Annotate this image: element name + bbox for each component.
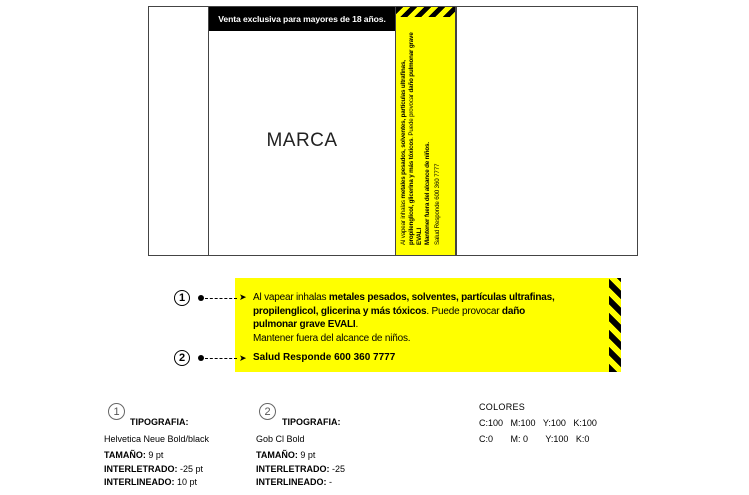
spec1-leading: INTERLINEADO: 10 pt [104, 477, 198, 487]
age-notice-bar [209, 7, 395, 31]
spec1-font: Helvetica Neue Bold/black [104, 434, 210, 444]
callout-circle-1: 1 [174, 290, 190, 306]
side-warning-text: Al vapear inhalas metales pesados, solventes, partículas ultrafinas, propilenglicol, glicerina y más tóxicos. Puede provocar daño pulmonar grave EVALI Mantener fuera del alcance de niños. Salud Responde 600 360 7777 [400, 25, 442, 245]
arrow-icon: ➤ [239, 353, 247, 363]
salud-responde-line: Salud Responde 600 360 7777 [253, 352, 396, 363]
brand-placeholder: MARCA [266, 130, 338, 151]
callout-circle-2: 2 [174, 350, 190, 366]
spec-number-1: 1 [108, 403, 125, 420]
spec1-heading: TIPOGRAFIA: [130, 417, 189, 427]
spec2-tracking: INTERLETRADO: -25 [256, 464, 346, 474]
arrow-icon: ➤ [239, 292, 247, 302]
spec2-leading: INTERLINEADO: - [256, 477, 332, 487]
side-salud-responde: Salud Responde 600 360 7777 [434, 163, 441, 245]
panel-divider-right [456, 6, 457, 256]
callout-leader-2 [205, 358, 237, 359]
spec1-size: TAMAÑO: 9 pt [104, 450, 164, 460]
colors-black-cmyk: C:100 M:100 Y:100 K:100 [479, 418, 597, 428]
callout-dot-1 [198, 295, 204, 301]
colors-title: COLORES [479, 402, 526, 412]
spec2-font: Gob Cl Bold [256, 434, 305, 444]
warning-message: Al vapear inhalas metales pesados, solventes, partículas ultrafinas, propilenglicol, glicerina y más tóxicos. Puede provocar daño pulmonar grave EVALI. Mantener fuera del alcance de niños. [253, 292, 555, 344]
side-warning-panel [395, 7, 456, 255]
hazard-stripes-right [609, 278, 621, 372]
spec2-heading: TIPOGRAFIA: [282, 417, 341, 427]
age-notice-text: Venta exclusiva para mayores de 18 años. [218, 14, 386, 24]
callout-leader-1 [205, 298, 237, 299]
spec-number-2: 2 [259, 403, 276, 420]
colors-yellow-cmyk: C:0 M: 0 Y:100 K:0 [479, 434, 590, 444]
hazard-stripes-top [396, 7, 455, 17]
callout-dot-2 [198, 355, 204, 361]
spec1-tracking: INTERLETRADO: -25 pt [104, 464, 204, 474]
spec2-size: TAMAÑO: 9 pt [256, 450, 316, 460]
